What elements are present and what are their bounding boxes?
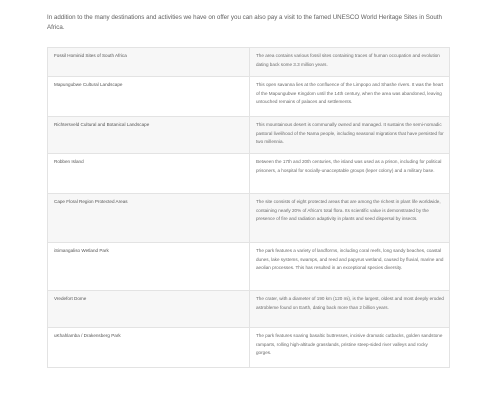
table-row	[48, 243, 450, 291]
site-description: The area contains various fossil sites containing traces of human occupation and evolution dating back some 3.3 million years.	[250, 48, 450, 77]
site-name: Cape Floral Region Protected Areas	[48, 194, 250, 243]
heritage-sites-table	[47, 47, 450, 368]
table-row	[48, 48, 450, 77]
table-row	[48, 154, 450, 194]
site-name: iSimangaliso Wetland Park	[48, 243, 250, 291]
site-description: The crater, with a diameter of 190 km (120 mi), is the largest, oldest and most deeply eroded astrobleme found on Earth, dating back more than 2 billion years.	[250, 291, 450, 328]
site-description: The site consists of eight protected areas that are among the richest in plant life worldwide, containing nearly 20% of Africa’s total flora. Its scientific value is demonstrated by the presence of fire and radiation adaptivity in plants and seed dispersal by insects.	[250, 194, 450, 243]
table-row	[48, 77, 450, 117]
site-name: Richtersveld Cultural and Botanical Landscape	[48, 117, 250, 154]
intro-paragraph: In addition to the many destinations and activities we have on offer you can also pay a visit to the famed UNESCO World Heritage Sites in South Africa.	[47, 14, 442, 31]
site-description: The park features soaring basaltic buttresses, incisive dramatic cutbacks, golden sandstone ramparts, rolling high-altitude grasslands, pristine steep-sided river valleys and rocky gorges.	[250, 328, 450, 368]
site-name: Robben Island	[48, 154, 250, 194]
site-name: Vredefort Dome	[48, 291, 250, 328]
site-name: Fossil Hominid Sites of South Africa	[48, 48, 250, 77]
table-row	[48, 194, 450, 243]
site-name: Mapungubwe Cultural Landscape	[48, 77, 250, 117]
site-name: uKhahlamba / Drakensberg Park	[48, 328, 250, 368]
site-description: This mountainous desert is communally owned and managed. It sustains the semi-nomadic pastoral livelihood of the Nama people, including seasonal migrations that have persisted for two millennia.	[250, 117, 450, 154]
table-row	[48, 291, 450, 328]
site-description: Between the 17th and 20th centuries, the island was used as a prison, including for political prisoners, a hospital for socially-unacceptable groups (leper colony) and a military base.	[250, 154, 450, 194]
table-row	[48, 328, 450, 368]
table-row	[48, 117, 450, 154]
site-description: The park features a variety of landforms, including coral reefs, long sandy beaches, coastal dunes, lake systems, swamps, and reed and papyrus wetland, caused by fluvial, marine and aeolian processes. This has resulted in an exceptional species diversity.	[250, 243, 450, 291]
site-description: This open savanna lies at the confluence of the Limpopo and Shashe rivers. It was the heart of the Mapungubwe Kingdom until the 14th century, when the area was abandoned, leaving untouched remains of palaces and settlements.	[250, 77, 450, 117]
